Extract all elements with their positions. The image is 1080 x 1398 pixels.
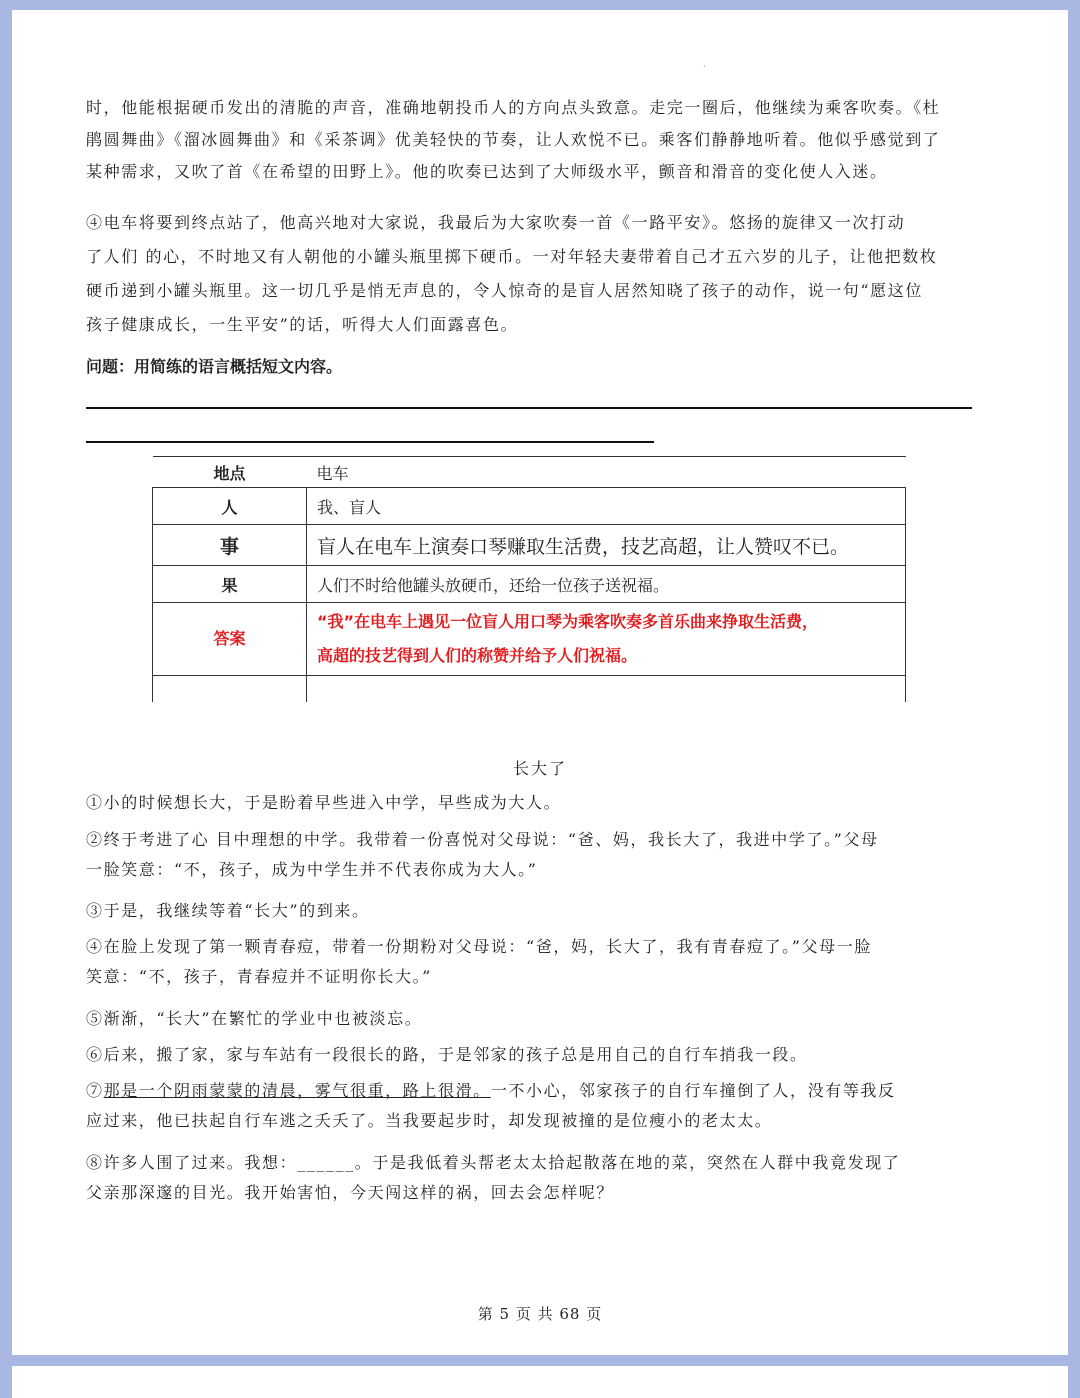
table-row (153, 488, 906, 525)
text-line: ⑧许多人围了过来。我想：______。于是我低着头帮老太太拾起散落在地的菜，突然在人群中我竟发现了 (86, 1153, 901, 1172)
story-paragraph-5 (86, 1004, 972, 1034)
answer-value (307, 603, 906, 676)
underlined-sentence: 那是一个阴雨蒙蒙的清晨，雾气很重，路上很滑。 (103, 1081, 491, 1100)
table-row-empty (153, 676, 906, 703)
stray-dot: · (703, 62, 706, 71)
table-row (153, 457, 906, 488)
row-key: 人 (153, 488, 307, 525)
text-line: 某种需求，又吹了首《在希望的田野上》。他的吹奏已达到了大师级水平，颤音和滑音的变化使人入迷。 (86, 162, 888, 181)
table-row-answer (153, 603, 906, 676)
story-paragraph-4 (86, 932, 972, 992)
table-row (153, 566, 906, 603)
row-value: 我、盲人 (307, 488, 906, 525)
answer-line (86, 407, 972, 409)
text-line: 父亲那深邃的目光。我开始害怕，今天闯这样的祸，回去会怎样呢？ (86, 1183, 615, 1202)
row-value: 电车 (307, 457, 906, 488)
story-paragraph-8 (86, 1148, 972, 1208)
story-paragraph-7 (86, 1076, 972, 1136)
table-row (153, 525, 906, 566)
summary-table (152, 456, 906, 702)
passage-paragraph-4 (86, 206, 972, 342)
story-paragraph-3 (86, 896, 972, 926)
text-line: ⑤渐渐，“长大”在繁忙的学业中也被淡忘。 (86, 1009, 423, 1028)
text-line: 硬币递到小罐头瓶里。这一切几乎是悄无声息的，令人惊奇的是盲人居然知晓了孩子的动作，说一句“愿这位 (86, 281, 923, 300)
text-line: 笑意：“不，孩子，青春痘并不证明你长大。” (86, 967, 432, 986)
row-key: 果 (153, 566, 307, 603)
story-title: 长大了 (512, 759, 567, 778)
text-line: ①小的时候想长大，于是盼着早些进入中学，早些成为大人。 (86, 793, 562, 812)
row-key: 地点 (153, 457, 307, 488)
text-line: 鹃圆舞曲》《溜冰圆舞曲》和《采茶调》优美轻快的节奏，让人欢悦不已。乘客们静静地听着。他似乎感觉到了 (86, 130, 941, 149)
story-paragraph-2 (86, 825, 972, 885)
text-line: 了人们 的心，不时地又有人朝他的小罐头瓶里掷下硬币。一对年轻夫妻带着自己才五六岁的儿子，让他把数枚 (86, 247, 938, 266)
row-value: 盲人在电车上演奏口琴赚取生活费，技艺高超，让人赞叹不已。 (307, 525, 906, 566)
answer-line-1: “我”在电车上遇见一位盲人用口琴为乘客吹奏多首乐曲来挣取生活费， (317, 612, 819, 631)
text-line: ②终于考进了心 目中理想的中学。我带着一份喜悦对父母说：“爸、妈，我长大了，我进中学了。”父母 (86, 830, 879, 849)
text-line: ③于是，我继续等着“长大”的到来。 (86, 901, 370, 920)
story-paragraph-6 (86, 1040, 972, 1070)
story-paragraph-1 (86, 788, 972, 818)
next-page-edge (12, 1366, 1068, 1398)
text-line (86, 1076, 972, 1106)
answer-line (86, 441, 654, 443)
text-segment: 一不小心，邻家孩子的自行车撞倒了人，没有等我反 (490, 1081, 896, 1100)
paragraph-marker: ⑦ (86, 1081, 104, 1100)
text-line: ④在脸上发现了第一颗青春痘，带着一份期粉对父母说：“爸，妈，长大了，我有青春痘了。”父母一脸 (86, 937, 872, 956)
passage-paragraph-3 (86, 92, 972, 188)
text-line: ④电车将要到终点站了，他高兴地对大家说，我最后为大家吹奏一首《一路平安》。悠扬的旋律又一次打动 (86, 213, 906, 232)
empty-cell (307, 676, 906, 703)
empty-cell (153, 676, 307, 703)
row-key: 事 (153, 525, 307, 566)
answer-line-2: 高超的技艺得到人们的称赞并给予人们祝福。 (317, 646, 638, 665)
answer-key: 答案 (153, 603, 307, 676)
question-text: 问题：用简练的语言概括短文内容。 (86, 357, 343, 376)
row-value: 人们不时给他罐头放硬币，还给一位孩子送祝福。 (307, 566, 906, 603)
text-line: ⑥后来，搬了家，家与车站有一段很长的路，于是邻家的孩子总是用自己的自行车捎我一段。 (86, 1045, 808, 1064)
text-line: 一脸笑意：“不，孩子，成为中学生并不代表你成为大人。” (86, 860, 538, 879)
text-line: 应过来，他已扶起自行车逃之夭夭了。当我要起步时，却发现被撞的是位瘦小的老太太。 (86, 1111, 773, 1130)
page-number: 第 5 页 共 68 页 (477, 1305, 603, 1323)
text-line: 时，他能根据硬币发出的清脆的声音，准确地朝投币人的方向点头致意。走完一圈后，他继续为乘客吹奏。《杜 (86, 98, 941, 117)
text-line: 孩子健康成长，一生平安”的话，听得大人们面露喜色。 (86, 315, 519, 334)
